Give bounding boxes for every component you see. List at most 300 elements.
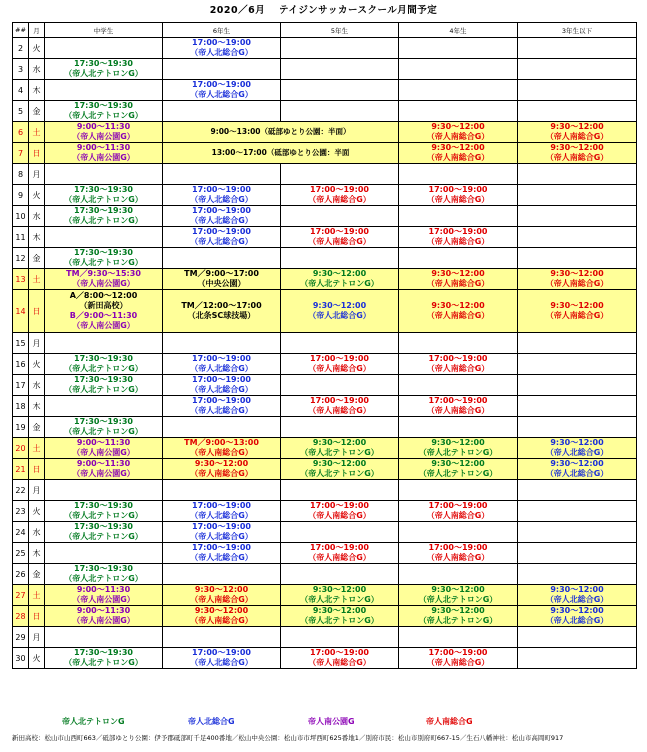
schedule-cell-grade5: [281, 59, 399, 80]
weekday-cell: 木: [29, 80, 45, 101]
schedule-cell-junior-high: [45, 122, 163, 143]
weekday-cell: 土: [29, 438, 45, 459]
weekday-cell: 火: [29, 185, 45, 206]
schedule-cell-junior-high: [45, 59, 163, 80]
weekday-cell: 日: [29, 606, 45, 627]
session-time: 9:30～12:00: [431, 143, 485, 152]
schedule-cell-junior-high: [45, 543, 163, 564]
schedule-cell-grade6: [163, 585, 281, 606]
table-row: [13, 227, 637, 248]
schedule-cell-grade3-below: [518, 333, 637, 354]
session-time: TM／9:30～15:30: [66, 269, 141, 278]
session-venue: （帝人南総合G）: [426, 237, 490, 246]
date-cell: 17: [13, 375, 29, 396]
schedule-cell-junior-high: [45, 206, 163, 227]
schedule-cell-grade6: [163, 185, 281, 206]
date-cell: 11: [13, 227, 29, 248]
session-time: 17:00～19:00: [428, 543, 488, 552]
weekday-cell: 火: [29, 648, 45, 669]
session-time: 9:30～12:00: [312, 585, 367, 594]
schedule-cell-junior-high: [45, 417, 163, 438]
session-venue: （帝人南総合G）: [308, 511, 371, 520]
session-time: 17:00～19:00: [428, 227, 488, 236]
weekday-cell: 月: [29, 164, 45, 185]
session-venue: （帝人南公園G）: [72, 153, 135, 162]
schedule-cell-grade3-below: [518, 375, 637, 396]
table-row: [13, 459, 637, 480]
table-row: [13, 185, 637, 206]
schedule-cell-grade5: [281, 606, 399, 627]
schedule-cell-grade5: [281, 396, 399, 417]
schedule-cell-grade4: [399, 143, 518, 164]
schedule-cell-junior-high: [45, 248, 163, 269]
schedule-cell-grade6: [163, 606, 281, 627]
session-venue: （帝人南公園G）: [72, 448, 135, 457]
session-venue: （帝人南総合G）: [308, 553, 371, 562]
schedule-cell-grade4: [399, 627, 518, 648]
date-cell: 26: [13, 564, 29, 585]
date-cell: 7: [13, 143, 29, 164]
weekday-cell: 月: [29, 333, 45, 354]
session-time: 17:00～19:00: [428, 648, 488, 657]
table-row: [13, 290, 637, 333]
date-cell: 24: [13, 522, 29, 543]
schedule-table: [12, 22, 637, 669]
weekday-cell: 日: [29, 459, 45, 480]
schedule-cell-junior-high: [45, 438, 163, 459]
weekday-cell: 日: [29, 143, 45, 164]
table-row: [13, 543, 637, 564]
schedule-cell-grade5: [281, 80, 399, 101]
weekday-cell: 月: [29, 627, 45, 648]
session-time: 9:30～12:00: [431, 459, 485, 468]
session-time: 17:00～19:00: [310, 227, 369, 236]
schedule-cell-grade4: [399, 164, 518, 185]
table-row: [13, 248, 637, 269]
schedule-cell-grade5: [281, 101, 399, 122]
date-cell: 16: [13, 354, 29, 375]
date-cell: 5: [13, 101, 29, 122]
session-time: 9:00～11:30: [76, 606, 131, 615]
schedule-cell-grade6: [163, 438, 281, 459]
session-venue: （帝人北テトロンG）: [64, 658, 143, 667]
schedule-cell-grade3-below: [518, 501, 637, 522]
schedule-cell-grade4: [399, 396, 518, 417]
session-time: 17:00～19:00: [428, 501, 488, 510]
schedule-cell-grade6: [163, 101, 281, 122]
date-cell: 3: [13, 59, 29, 80]
session-time: 9:30～12:00: [194, 459, 249, 468]
date-cell: 14: [13, 290, 29, 333]
schedule-cell-junior-high: [45, 396, 163, 417]
session-venue: （帝人北テトロンG）: [64, 195, 143, 204]
session-time: 17:00～19:00: [310, 543, 369, 552]
schedule-cell-junior-high: [45, 375, 163, 396]
date-cell: 22: [13, 480, 29, 501]
session-time: 9:30～12:00: [312, 438, 367, 447]
table-row: [13, 333, 637, 354]
weekday-cell: 火: [29, 354, 45, 375]
session-venue: （帝人北総合G）: [190, 553, 253, 562]
schedule-cell-junior-high: [45, 648, 163, 669]
schedule-cell-grade3-below: [518, 248, 637, 269]
session-time: 17:00～19:00: [192, 375, 251, 384]
schedule-cell-grade4: [399, 206, 518, 227]
session-venue: （帝人南総合G）: [426, 553, 490, 562]
column-header-dow: 月: [29, 23, 45, 38]
schedule-cell-grade5: [281, 290, 399, 333]
schedule-cell-grade5: [281, 564, 399, 585]
session-venue: （帝人北総合G）: [545, 595, 609, 604]
schedule-cell-grade6: [163, 59, 281, 80]
schedule-cell-grade4: [399, 185, 518, 206]
table-row: [13, 122, 637, 143]
legend-item-north-tetron: 帝人北テトロンG: [62, 717, 125, 726]
weekday-cell: 火: [29, 501, 45, 522]
schedule-cell-junior-high: [45, 522, 163, 543]
schedule-cell-grade4: [399, 333, 518, 354]
schedule-cell-grade5: [281, 648, 399, 669]
schedule-cell-grade5: [281, 627, 399, 648]
session-time: 17:00～19:00: [192, 396, 251, 405]
schedule-cell-grade3-below: [518, 101, 637, 122]
legend-item-north-sogo: 帝人北総合G: [188, 717, 235, 726]
session-time: 17:30～19:30: [74, 417, 133, 426]
date-cell: 13: [13, 269, 29, 290]
session-venue: （帝人北総合G）: [308, 311, 371, 320]
schedule-cell-grade4: [399, 269, 518, 290]
schedule-cell-grade6: [163, 396, 281, 417]
schedule-cell-grade6: [163, 501, 281, 522]
date-cell: 27: [13, 585, 29, 606]
date-cell: 12: [13, 248, 29, 269]
table-row: [13, 269, 637, 290]
session-venue: （帝人南総合G）: [545, 153, 609, 162]
schedule-cell-grade6: [163, 522, 281, 543]
session-time: 17:00～19:00: [192, 80, 251, 89]
session-time: 9:30～12:00: [312, 301, 367, 310]
session-time: 17:00～19:00: [192, 206, 251, 215]
session-venue: （帝人北テトロンG）: [64, 574, 143, 583]
session-time: 9:00～11:30: [76, 585, 131, 594]
column-header-day: ##: [13, 23, 29, 38]
session-venue: （帝人北総合G）: [545, 469, 609, 478]
schedule-cell-grade5: [281, 522, 399, 543]
date-cell: 18: [13, 396, 29, 417]
schedule-cell-junior-high: [45, 185, 163, 206]
table-row: [13, 143, 637, 164]
legend-item-south-sogo: 帝人南総合G: [426, 717, 473, 726]
session-time: TM／9:00～13:00: [184, 438, 259, 447]
session-time: 17:00～19:00: [310, 501, 369, 510]
schedule-cell-grade6: [163, 564, 281, 585]
session-time: 17:00～19:00: [310, 185, 369, 194]
schedule-cell-grade3-below: [518, 606, 637, 627]
schedule-cell-junior-high: [45, 585, 163, 606]
schedule-cell-grade4: [399, 543, 518, 564]
session-venue: （帝人南総合G）: [190, 595, 253, 604]
page-title: 2020／6月 テイジンサッカースクール月間予定: [209, 5, 438, 16]
schedule-cell-grade6: [163, 459, 281, 480]
schedule-cell-grade5: [281, 269, 399, 290]
schedule-cell-grade3-below: [518, 290, 637, 333]
schedule-cell-junior-high: [45, 80, 163, 101]
session-venue: （帝人南公園G）: [72, 279, 135, 288]
session-time: 17:30～19:30: [74, 101, 133, 110]
session-venue: （帝人北総合G）: [190, 237, 253, 246]
session-venue: （帝人南総合G）: [426, 195, 490, 204]
schedule-cell-grade4: [399, 648, 518, 669]
session-line: （新田高校）: [79, 301, 128, 310]
schedule-cell-grade4: [399, 248, 518, 269]
schedule-cell-grade3-below: [518, 480, 637, 501]
schedule-cell-grade3-below: [518, 459, 637, 480]
schedule-cell-grade5: [281, 417, 399, 438]
session-venue: （帝人北テトロンG）: [418, 448, 498, 457]
schedule-cell-grade6: [163, 417, 281, 438]
schedule-cell-grade4: [399, 585, 518, 606]
column-header-grade4: 4年生: [399, 23, 518, 38]
date-cell: 20: [13, 438, 29, 459]
schedule-cell-grade6: [163, 333, 281, 354]
schedule-cell-junior-high: [45, 501, 163, 522]
session-time: 9:30～12:00: [550, 438, 604, 447]
schedule-cell-grade3-below: [518, 59, 637, 80]
schedule-cell-grade5: [281, 227, 399, 248]
session-time: 17:00～19:00: [310, 396, 369, 405]
session-time: 17:30～19:30: [74, 564, 133, 573]
schedule-cell-grade6: [163, 143, 399, 164]
date-cell: 28: [13, 606, 29, 627]
legend: [12, 716, 636, 728]
weekday-cell: 金: [29, 417, 45, 438]
date-cell: 25: [13, 543, 29, 564]
weekday-cell: 金: [29, 248, 45, 269]
weekday-cell: 金: [29, 564, 45, 585]
session-time: 17:00～19:00: [192, 648, 251, 657]
session-venue: （帝人北テトロンG）: [418, 469, 498, 478]
schedule-cell-grade3-below: [518, 206, 637, 227]
session-time: 9:30～12:00: [194, 585, 249, 594]
schedule-cell-grade4: [399, 290, 518, 333]
schedule-cell-grade6: [163, 627, 281, 648]
column-header-junior-high: 中学生: [45, 23, 163, 38]
schedule-cell-grade3-below: [518, 164, 637, 185]
schedule-cell-grade5: [281, 248, 399, 269]
session-time: 9:30～12:00: [312, 459, 367, 468]
session-time: 9:30～12:00: [550, 122, 604, 131]
session-time: 9:30～12:00: [431, 301, 485, 310]
session-time: 17:30～19:30: [74, 185, 133, 194]
column-header-grade6: 6年生: [163, 23, 281, 38]
schedule-cell-grade6: [163, 227, 281, 248]
session-venue: （帝人北テトロンG）: [300, 595, 379, 604]
session-time: 9:30～12:00: [431, 438, 485, 447]
schedule-cell-junior-high: [45, 290, 163, 333]
session-venue: （帝人南総合G）: [426, 658, 490, 667]
date-cell: 29: [13, 627, 29, 648]
schedule-cell-grade4: [399, 354, 518, 375]
weekday-cell: 土: [29, 122, 45, 143]
schedule-cell-grade5: [281, 354, 399, 375]
date-cell: 9: [13, 185, 29, 206]
session-time: 9:30～12:00: [431, 606, 485, 615]
table-row: [13, 522, 637, 543]
session-venue: （帝人北テトロンG）: [64, 427, 143, 436]
date-cell: 10: [13, 206, 29, 227]
table-row: [13, 354, 637, 375]
weekday-cell: 水: [29, 375, 45, 396]
session-time: 17:00～19:00: [310, 648, 369, 657]
session-venue: （帝人南総合G）: [308, 195, 371, 204]
weekday-cell: 火: [29, 38, 45, 59]
session-time: 9:30～12:00: [550, 585, 604, 594]
session-venue: （帝人南総合G）: [426, 279, 490, 288]
session-time: 9:00～11:30: [76, 143, 131, 152]
table-row: [13, 648, 637, 669]
schedule-cell-junior-high: [45, 564, 163, 585]
weekday-cell: 月: [29, 480, 45, 501]
schedule-cell-junior-high: [45, 143, 163, 164]
session-time: 17:00～19:00: [192, 38, 251, 47]
schedule-cell-grade6: [163, 648, 281, 669]
session-venue: （帝人南公園G）: [72, 616, 135, 625]
session-venue: （帝人南総合G）: [426, 153, 490, 162]
schedule-cell-grade5: [281, 459, 399, 480]
session-venue: （帝人南総合G）: [308, 406, 371, 415]
schedule-cell-grade4: [399, 564, 518, 585]
schedule-cell-grade6: [163, 269, 281, 290]
session-venue: （帝人北総合G）: [190, 195, 253, 204]
session-time: 17:00～19:00: [192, 522, 251, 531]
schedule-cell-grade6: [163, 290, 281, 333]
schedule-cell-junior-high: [45, 333, 163, 354]
schedule-cell-grade4: [399, 227, 518, 248]
schedule-cell-grade4: [399, 522, 518, 543]
session-time: 17:00～19:00: [310, 354, 369, 363]
session-venue: （帝人南総合G）: [545, 132, 609, 141]
schedule-cell-grade3-below: [518, 354, 637, 375]
session-venue: （帝人北総合G）: [190, 48, 253, 57]
session-venue: （帝人北総合G）: [190, 364, 253, 373]
session-time: 9:30～12:00: [550, 269, 604, 278]
session-time: 9:00～11:30: [76, 459, 131, 468]
schedule-cell-grade4: [399, 38, 518, 59]
weekday-cell: 金: [29, 101, 45, 122]
schedule-cell-grade3-below: [518, 122, 637, 143]
schedule-cell-grade3-below: [518, 585, 637, 606]
session-venue: （帝人北テトロンG）: [300, 279, 379, 288]
table-row: [13, 417, 637, 438]
session-time: 9:30～12:00: [312, 269, 367, 278]
schedule-cell-grade4: [399, 606, 518, 627]
session-time: 9:30～12:00: [431, 269, 485, 278]
session-time: 17:30～19:30: [74, 206, 133, 215]
session-venue: （帝人北総合G）: [545, 616, 609, 625]
session-venue: （帝人北テトロンG）: [64, 69, 143, 78]
column-header-grade5: 5年生: [281, 23, 399, 38]
session-venue: （帝人北総合G）: [190, 658, 253, 667]
table-row: [13, 375, 637, 396]
schedule-cell-grade3-below: [518, 648, 637, 669]
schedule-cell-grade6: [163, 480, 281, 501]
schedule-cell-junior-high: [45, 269, 163, 290]
session-time: 17:00～19:00: [428, 185, 488, 194]
session-time: 9:30～12:00: [550, 606, 604, 615]
schedule-cell-grade6: [163, 375, 281, 396]
schedule-cell-grade3-below: [518, 522, 637, 543]
schedule-cell-grade6: [163, 38, 281, 59]
session-time: 9:30～12:00: [550, 143, 604, 152]
session-time: 9:00～11:30: [76, 438, 131, 447]
session-venue: （帝人北テトロンG）: [64, 111, 143, 120]
weekday-cell: 土: [29, 585, 45, 606]
venue-address-note: 新田高校：松山市山西町663／砥部ゆとり公園：伊予郡砥部町千足400番地／松山中央公園：松山市市坪西町625番地1／別府市民：松山市別府町667-15／生石八幡神社：松山市高岡町917: [12, 734, 564, 742]
table-row: [13, 206, 637, 227]
table-row: [13, 59, 637, 80]
schedule-cell-grade5: [281, 185, 399, 206]
session-venue: （帝人南総合G）: [426, 132, 490, 141]
table-row: [13, 396, 637, 417]
schedule-cell-grade6: [163, 164, 281, 185]
session-line: （帝人南公園G）: [72, 321, 135, 330]
table-row: [13, 101, 637, 122]
date-cell: 19: [13, 417, 29, 438]
schedule-cell-grade6: [163, 354, 281, 375]
session-venue: （帝人南総合G）: [426, 511, 490, 520]
session-venue: （帝人北テトロンG）: [300, 469, 379, 478]
session-venue: （帝人北テトロンG）: [418, 616, 498, 625]
date-cell: 6: [13, 122, 29, 143]
session-venue: （帝人南総合G）: [426, 311, 490, 320]
schedule-cell-grade5: [281, 164, 399, 185]
session-venue: （帝人南総合G）: [545, 311, 609, 320]
date-cell: 23: [13, 501, 29, 522]
table-row: [13, 585, 637, 606]
session-line: B／9:00～11:30: [69, 311, 138, 320]
schedule-body: [13, 38, 637, 669]
schedule-cell-junior-high: [45, 101, 163, 122]
schedule-cell-grade3-below: [518, 417, 637, 438]
session-venue: （帝人南総合G）: [426, 406, 490, 415]
schedule-cell-grade5: [281, 438, 399, 459]
schedule-cell-grade5: [281, 543, 399, 564]
date-cell: 8: [13, 164, 29, 185]
date-cell: 2: [13, 38, 29, 59]
session-time: 17:30～19:30: [74, 522, 133, 531]
schedule-cell-grade6: [163, 122, 399, 143]
schedule-cell-grade3-below: [518, 38, 637, 59]
session-time: TM／9:00～17:00: [184, 269, 259, 278]
schedule-cell-grade5: [281, 333, 399, 354]
schedule-cell-grade4: [399, 438, 518, 459]
schedule-cell-junior-high: [45, 354, 163, 375]
date-cell: 4: [13, 80, 29, 101]
schedule-cell-grade3-below: [518, 438, 637, 459]
session-venue: （北条SC球技場）: [187, 311, 256, 320]
session-time: 13:00～17:00（砥部ゆとり公園：半面: [211, 148, 350, 157]
session-venue: （中央公園）: [197, 279, 246, 288]
schedule-cell-grade6: [163, 543, 281, 564]
session-venue: （帝人北総合G）: [190, 532, 253, 541]
table-row: [13, 564, 637, 585]
schedule-cell-grade3-below: [518, 143, 637, 164]
header-row: [13, 23, 637, 38]
schedule-cell-grade4: [399, 480, 518, 501]
session-time: 17:00～19:00: [192, 354, 251, 363]
session-venue: （帝人南総合G）: [190, 448, 253, 457]
schedule-cell-grade5: [281, 206, 399, 227]
